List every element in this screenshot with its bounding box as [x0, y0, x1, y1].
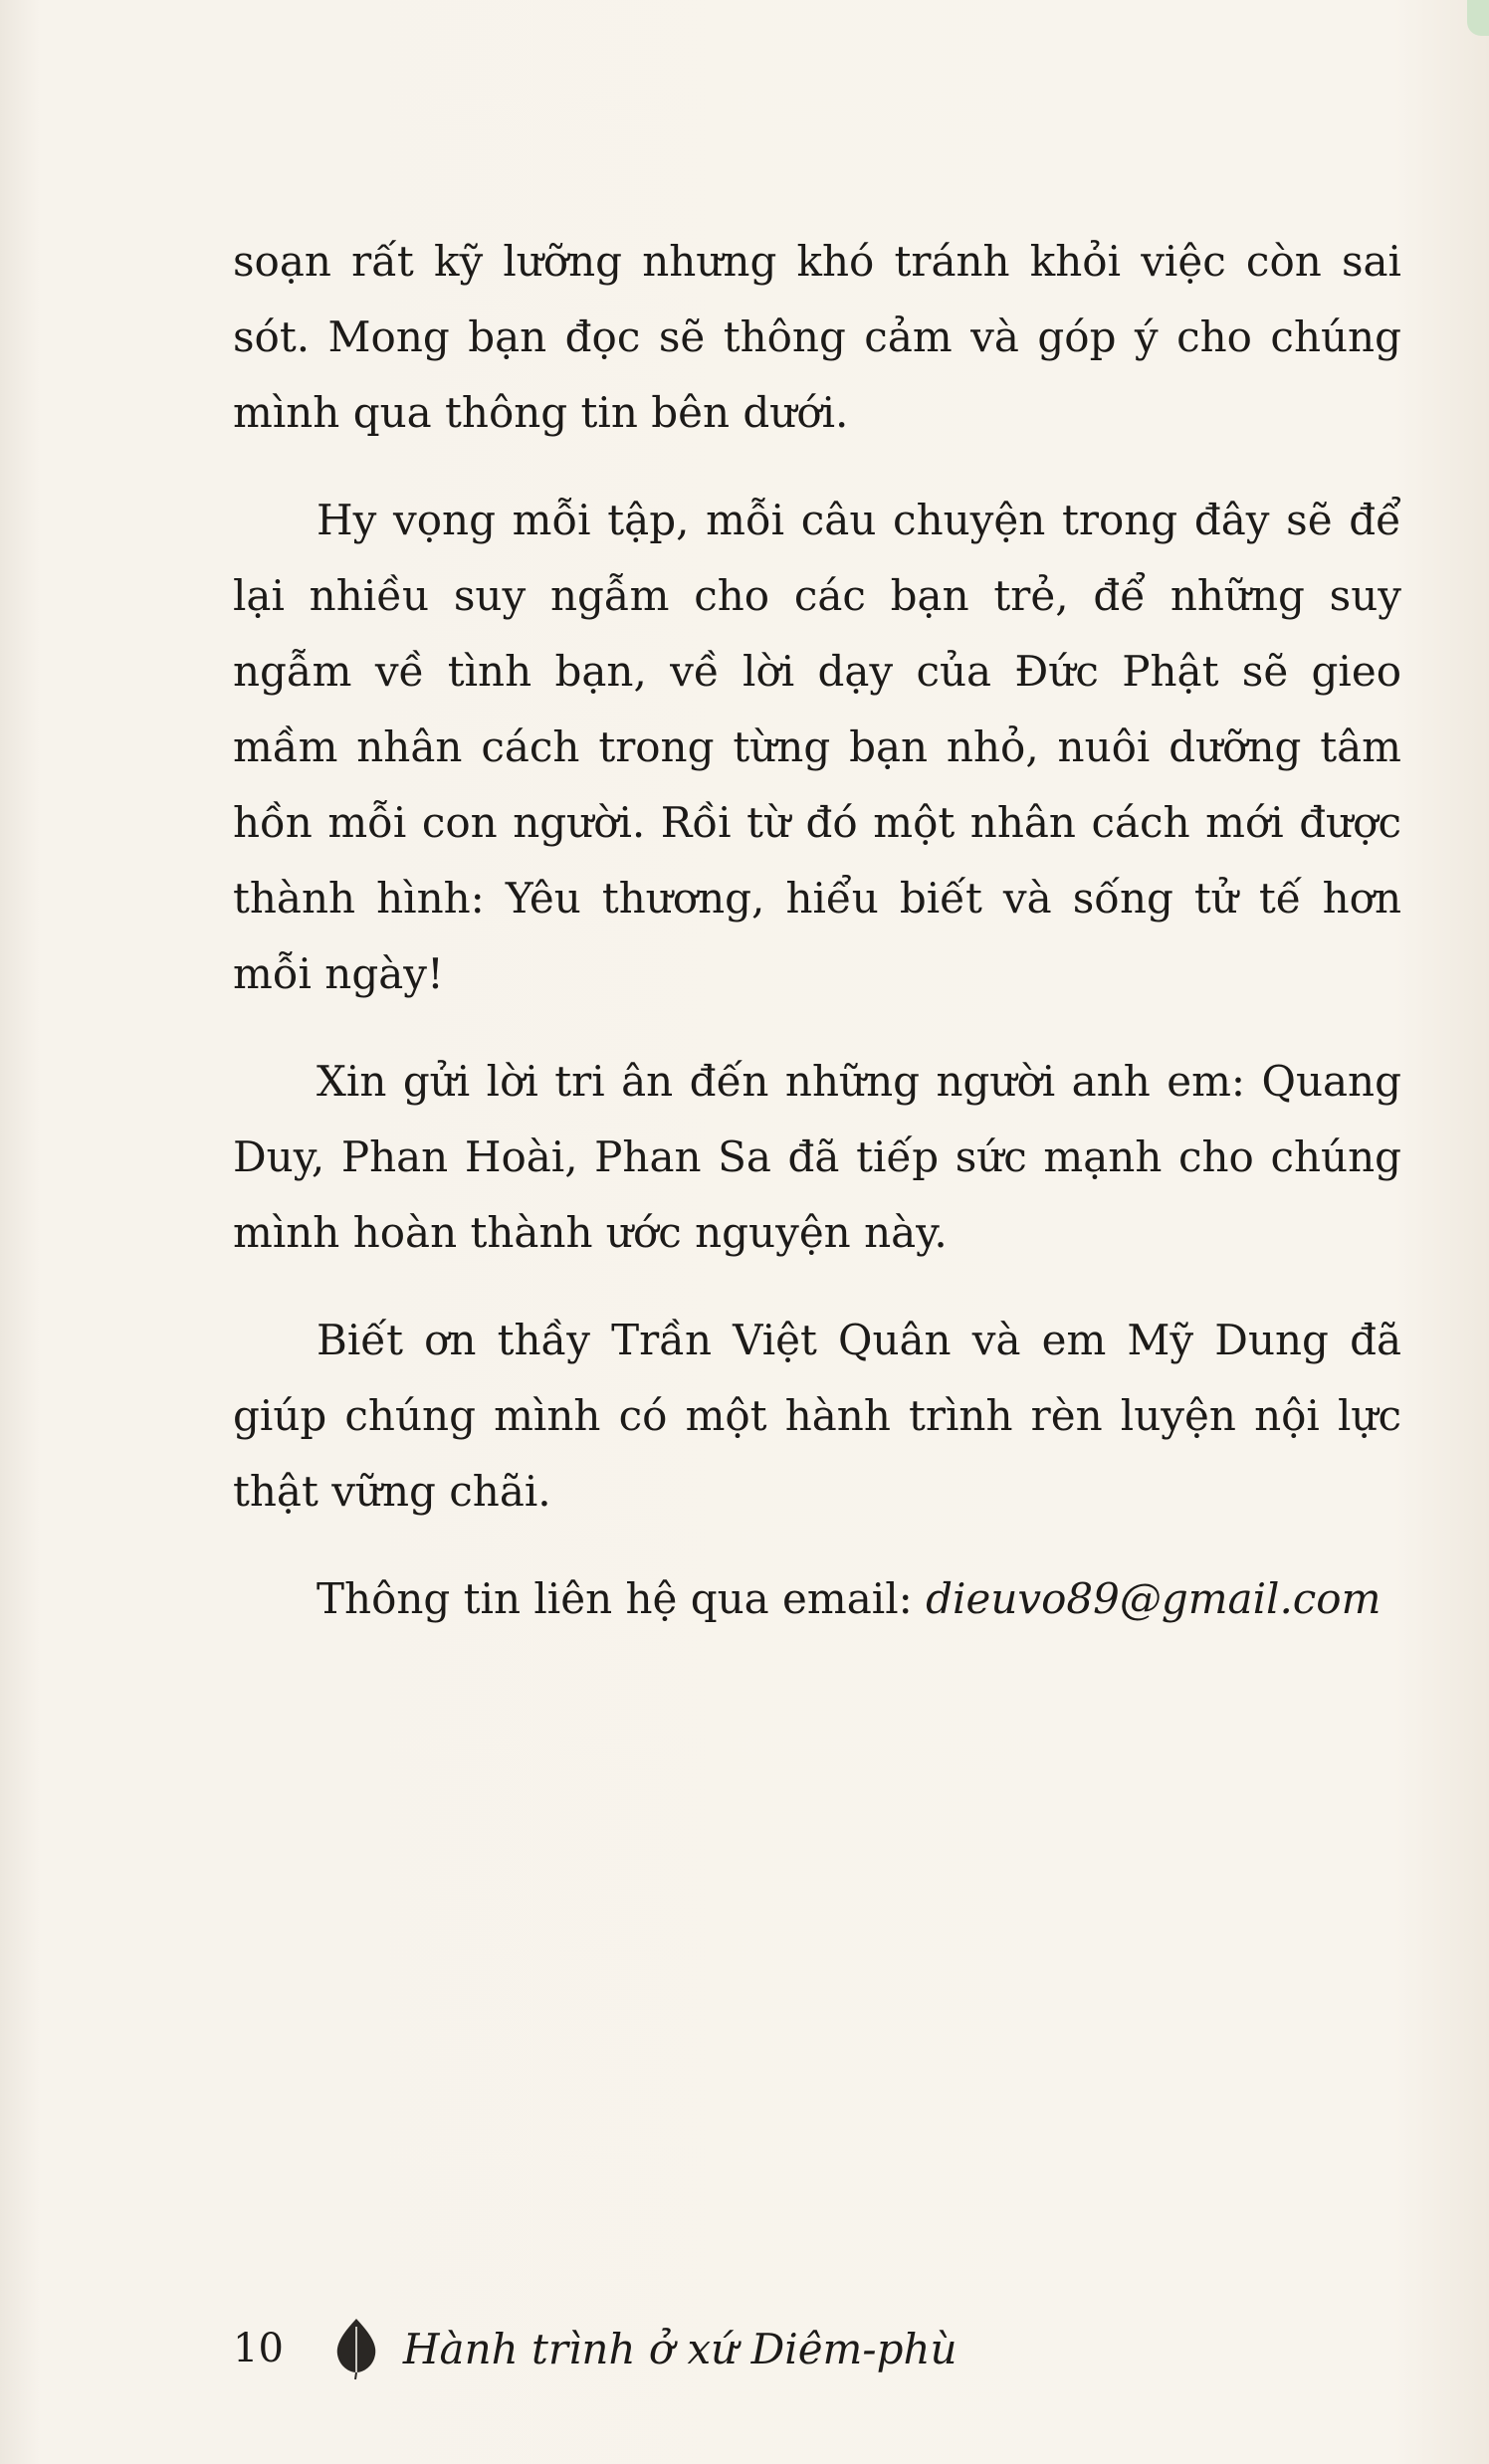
- paragraph-4: Biết ơn thầy Trần Việt Quân và em Mỹ Dung đã giúp chúng mình có một hành trình rèn luyện nội lực thật vững chãi.: [233, 1316, 1401, 1516]
- paragraph-contact: [233, 1561, 1401, 1637]
- paragraph-2: Hy vọng mỗi tập, mỗi câu chuyện trong đây sẽ để lại nhiều suy ngẫm cho các bạn trẻ, để những suy ngẫm về tình bạn, về lời dạy của Đức Phật sẽ gieo mầm nhân cách trong từng bạn nhỏ, nuôi dưỡng tâm hồn mỗi con người. Rồi từ đó một nhân cách mới được thành hình: Yêu thương, hiểu biết và sống tử tế hơn mỗi ngày!: [233, 496, 1401, 998]
- contact-email: dieuvo89@gmail.com: [926, 1574, 1382, 1623]
- leaf-icon: [333, 2317, 379, 2380]
- paragraph-1: soạn rất kỹ lưỡng nhưng khó tránh khỏi việc còn sai sót. Mong bạn đọc sẽ thông cảm và góp ý cho chúng mình qua thông tin bên dưới.: [233, 237, 1401, 437]
- page-number: 10: [233, 2326, 284, 2371]
- page-corner-mark: [1467, 0, 1489, 36]
- paragraph-3: Xin gửi lời tri ân đến những người anh em: Quang Duy, Phan Hoài, Phan Sa đã tiếp sức mạnh cho chúng mình hoàn thành ước nguyện này.: [233, 1057, 1401, 1257]
- page-footer: [233, 2309, 1328, 2388]
- contact-label: Thông tin liên hệ qua email:: [317, 1574, 927, 1623]
- book-title: Hành trình ở xứ Diêm-phù: [402, 2324, 957, 2373]
- body-text: [233, 224, 1401, 1669]
